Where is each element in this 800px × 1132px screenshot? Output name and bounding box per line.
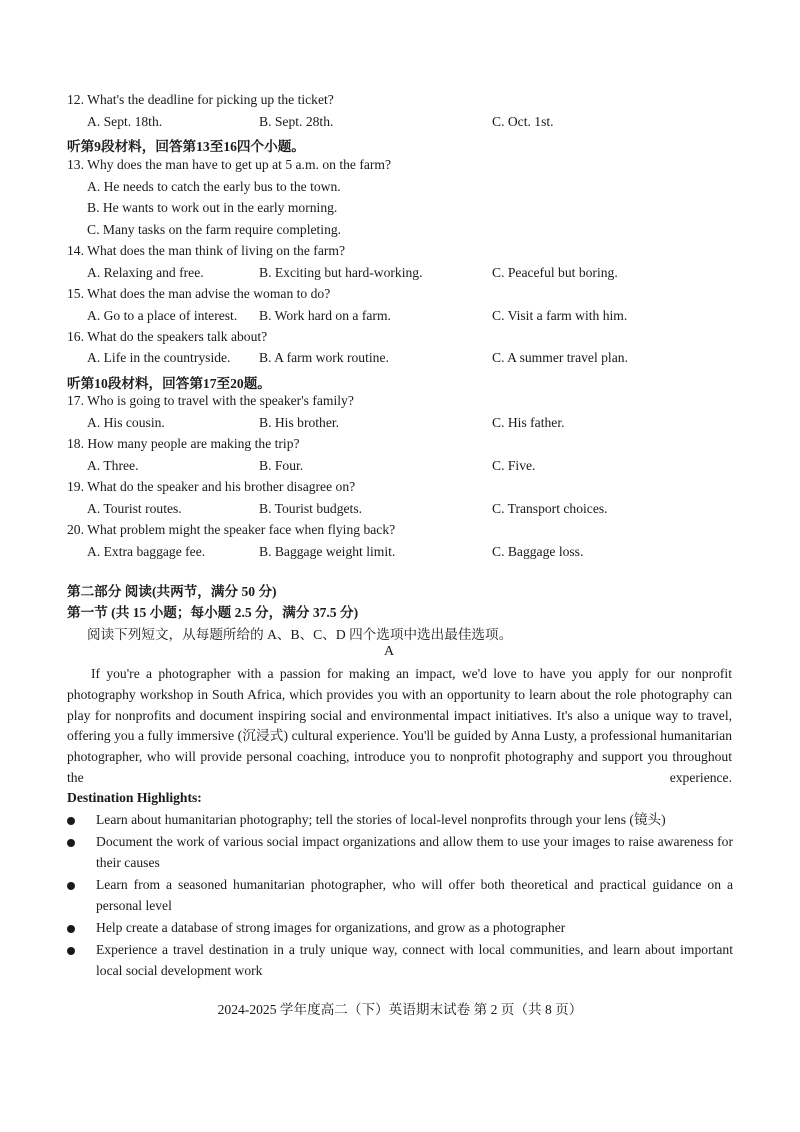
highlight-item <box>67 940 733 982</box>
reading-part-title: 第二部分 阅读(共两节，满分 50 分) <box>67 584 277 599</box>
question-14-option-a: A. Relaxing and free. <box>87 265 204 280</box>
question-18-option-c: C. Five. <box>492 458 536 473</box>
highlight-text: Experience a travel destination in a truly unique way, connect with local communities, and learn about important local social development work <box>96 942 733 978</box>
question-17-option-c: C. His father. <box>492 415 565 430</box>
question-19-option-b: B. Tourist budgets. <box>259 501 363 516</box>
passage-label: A <box>384 644 395 659</box>
question-15-option-a: A. Go to a place of interest. <box>87 308 238 323</box>
question-16-option-b: B. A farm work routine. <box>259 350 389 365</box>
question-17-option-b: B. His brother. <box>259 415 340 430</box>
bullet-icon <box>67 882 75 890</box>
question-16-option-a: A. Life in the countryside. <box>87 350 231 365</box>
highlight-text: Learn from a seasoned humanitarian photographer, who will offer both theoretical and practical guidance on a personal level <box>96 877 733 913</box>
section-9-instruction: 听第9段材料，回答第13至16四个小题。 <box>67 139 305 154</box>
highlight-text: Document the work of various social impact organizations and allow them to use your images to raise awareness for their causes <box>96 834 733 870</box>
highlight-item <box>67 832 733 874</box>
question-13-stem: 13. Why does the man have to get up at 5 a.m. on the farm? <box>67 157 392 172</box>
question-15-stem: 15. What does the man advise the woman to do? <box>67 286 331 301</box>
highlight-text: Learn about humanitarian photography; tell the stories of local-level nonprofits through your lens (镜头) <box>96 812 666 827</box>
question-19-stem: 19. What do the speaker and his brother disagree on? <box>67 479 356 494</box>
question-17-option-a: A. His cousin. <box>87 415 165 430</box>
bullet-icon <box>67 947 75 955</box>
question-18-option-a: A. Three. <box>87 458 139 473</box>
bullet-icon <box>67 817 75 825</box>
page-footer: 2024-2025 学年度高二（下）英语期末试卷 第 2 页（共 8 页） <box>217 1002 583 1017</box>
question-13-option-a: A. He needs to catch the early bus to the town. <box>87 179 341 194</box>
question-20-option-a: A. Extra baggage fee. <box>87 544 206 559</box>
highlight-item <box>67 810 733 831</box>
question-16-stem: 16. What do the speakers talk about? <box>67 329 268 344</box>
section-10-instruction: 听第10段材料，回答第17至20题。 <box>67 376 271 391</box>
highlight-item <box>67 918 733 939</box>
question-17-stem: 17. Who is going to travel with the speaker's family? <box>67 393 354 408</box>
question-19-option-c: C. Transport choices. <box>492 501 608 516</box>
question-20-option-b: B. Baggage weight limit. <box>259 544 396 559</box>
question-20-option-c: C. Baggage loss. <box>492 544 584 559</box>
reading-instruction: 阅读下列短文，从每题所给的 A、B、C、D 四个选项中选出最佳选项。 <box>87 627 513 642</box>
question-18-option-b: B. Four. <box>259 458 304 473</box>
question-13-option-c: C. Many tasks on the farm require completing. <box>87 222 342 237</box>
question-14-stem: 14. What does the man think of living on the farm? <box>67 243 345 258</box>
highlight-text: Help create a database of strong images for organizations, and grow as a photographer <box>96 920 566 935</box>
question-18-stem: 18. How many people are making the trip? <box>67 436 300 451</box>
question-12-option-c: C. Oct. 1st. <box>492 114 554 129</box>
question-14-option-b: B. Exciting but hard-working. <box>259 265 423 280</box>
question-14-option-c: C. Peaceful but boring. <box>492 265 618 280</box>
highlights-title: Destination Highlights: <box>67 790 202 805</box>
reading-section-title: 第一节 (共 15 小题；每小题 2.5 分，满分 37.5 分) <box>67 605 359 620</box>
question-20-stem: 20. What problem might the speaker face when flying back? <box>67 522 396 537</box>
question-12-option-b: B. Sept. 28th. <box>259 114 334 129</box>
question-12-stem: 12. What's the deadline for picking up the ticket? <box>67 92 334 107</box>
bullet-icon <box>67 925 75 933</box>
passage-paragraph: If you're a photographer with a passion for making an impact, we'd love to have you apply for our nonprofit photography workshop in South Africa, which provides you with an opportunity to learn about the role photography can play for nonprofits and document inspiring social and environmental impact initiatives. It's also a unique way to travel, offering you a fully immersive (沉浸式) cultural experience. You'll be guided by Anna Lusty, a professional humanitarian photographer, who will provide personal coaching, introduce you to nonprofit photography and support you throughout the experience. <box>67 666 732 785</box>
question-15-option-b: B. Work hard on a farm. <box>259 308 391 323</box>
question-16-option-c: C. A summer travel plan. <box>492 350 628 365</box>
question-15-option-c: C. Visit a farm with him. <box>492 308 628 323</box>
question-19-option-a: A. Tourist routes. <box>87 501 182 516</box>
question-13-option-b: B. He wants to work out in the early morning. <box>87 200 338 215</box>
bullet-icon <box>67 839 75 847</box>
highlight-item <box>67 875 733 917</box>
question-12-option-a: A. Sept. 18th. <box>87 114 163 129</box>
